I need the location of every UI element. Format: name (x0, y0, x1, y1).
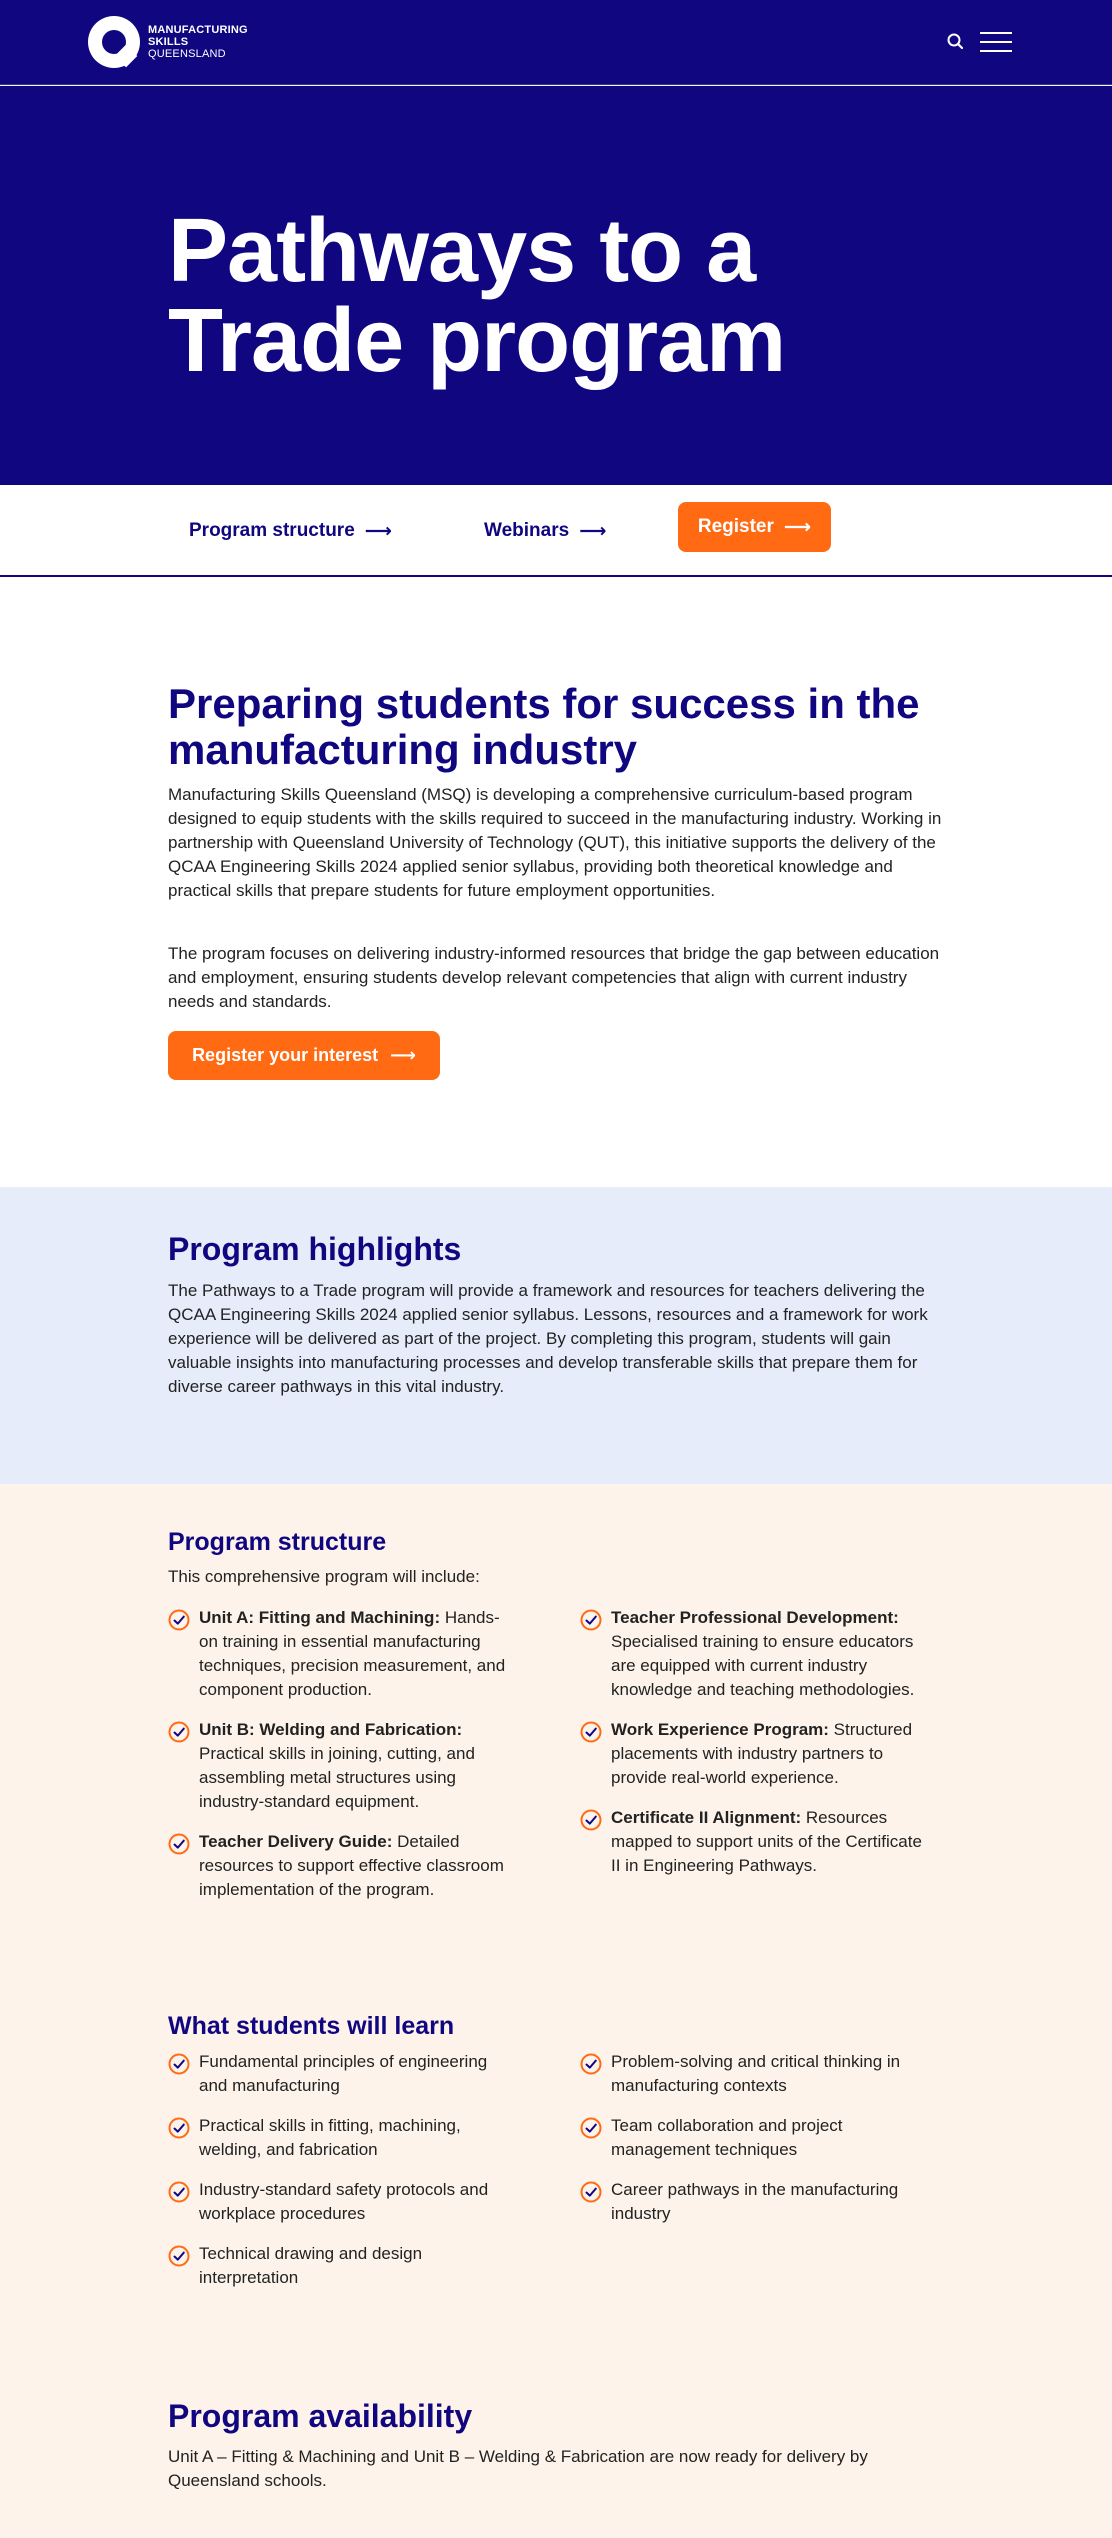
check-circle-icon (580, 1609, 602, 1631)
subnav-register-label: Register (697, 516, 774, 537)
arrow-right-icon: ⟶ (364, 520, 393, 542)
learn-item-text: Industry-standard safety protocols and workplace procedures (199, 2180, 489, 2223)
structure-item (168, 1606, 518, 1702)
highlights-section (0, 1187, 1112, 1484)
logo-q-icon (88, 16, 140, 68)
check-circle-icon (580, 1809, 602, 1831)
search-button[interactable] (944, 30, 968, 54)
logo-line-1: MANUFACTURING (148, 24, 248, 36)
check-circle-icon (580, 2181, 602, 2203)
structure-item-title: Teacher Delivery Guide: (199, 1832, 393, 1851)
structure-item-title: Work Experience Program: (611, 1720, 829, 1739)
page-title-line-2: Trade program (168, 291, 786, 391)
check-circle-icon (580, 2117, 602, 2139)
highlights-heading: Program highlights (168, 1231, 462, 1267)
highlights-body: The Pathways to a Trade program will provide a framework and resources for teachers delivering the QCAA Engineering Skills 2024 applied senior syllabus. Lessons, resources and a framework for work experience will be delivered as part of the project. By completing this program, students will gain valuable insights into manufacturing processes and develop transferable skills that prepare them for diverse career pathways in this vital industry. (168, 1281, 928, 1396)
subnav-program-structure-link[interactable] (189, 485, 392, 577)
structure-lead: This comprehensive program will include: (168, 1567, 480, 1586)
subnav-program-structure-label: Program structure (189, 520, 355, 541)
msq-logo[interactable] (88, 16, 248, 68)
learn-item-text: Career pathways in the manufacturing industry (611, 2180, 899, 2223)
learn-heading: What students will learn (168, 2012, 455, 2040)
check-circle-icon (168, 2053, 190, 2075)
structure-item-title: Certificate II Alignment: (611, 1808, 802, 1827)
check-circle-icon (168, 2117, 190, 2139)
subnav-webinars-link[interactable] (484, 485, 606, 577)
check-circle-icon (168, 1833, 190, 1855)
page-title (168, 201, 868, 391)
check-circle-icon (580, 1721, 602, 1743)
logo-line-3: QUEENSLAND (148, 48, 226, 60)
structure-item-text: Detailed resources to support effective classroom implementation of the program. (199, 1832, 504, 1899)
structure-item (580, 1806, 930, 1878)
check-circle-icon (168, 2181, 190, 2203)
check-circle-icon (168, 1609, 190, 1631)
structure-item-text: Specialised training to ensure educators are equipped with current industry knowledge and teaching methodologies. (611, 1632, 915, 1699)
learn-item (168, 2242, 518, 2290)
check-circle-icon (580, 2053, 602, 2075)
learn-item-text: Team collaboration and project management techniques (611, 2116, 843, 2159)
page-title-line-1: Pathways to a (168, 201, 756, 301)
intro-paragraph-2: The program focuses on delivering industry-informed resources that bridge the gap between education and employment, ensuring students develop relevant competencies that align with current industry needs and standards. (168, 944, 940, 1011)
learn-item (168, 2114, 518, 2162)
learn-item-text: Technical drawing and design interpretation (199, 2244, 423, 2287)
page-subnav (0, 485, 1112, 577)
subnav-webinars-label: Webinars (484, 520, 570, 541)
structure-item-text: Resources mapped to support units of the Certificate II in Engineering Pathways. (611, 1808, 922, 1875)
structure-item-title: Unit B: Welding and Fabrication: (199, 1720, 463, 1739)
structure-heading: Program structure (168, 1528, 387, 1556)
check-circle-icon (168, 2245, 190, 2267)
intro-paragraph-1: Manufacturing Skills Queensland (MSQ) is developing a comprehensive curriculum-based program designed to equip students with the skills required to succeed in the manufacturing industry. Working in partnership with Queensland University of Technology (QUT), this initiative supports the delivery of the QCAA Engineering Skills 2024 applied senior syllabus, providing both theoretical knowledge and practical skills that prepare students for future employment opportunities. (168, 785, 942, 900)
structure-item-text: Practical skills in joining, cutting, and assembling metal structures using industry-standard equipment. (199, 1744, 475, 1811)
intro-heading: Preparing students for success in the manufacturing industry (168, 680, 920, 773)
structure-item (580, 1718, 930, 1790)
arrow-right-icon: ⟶ (783, 516, 812, 538)
site-header (0, 0, 1112, 85)
logo-line-2: SKILLS (148, 36, 189, 48)
structure-item (580, 1606, 930, 1702)
intro-section (0, 577, 1112, 1187)
structure-item-title: Teacher Professional Development: (611, 1608, 899, 1627)
learn-item-text: Problem-solving and critical thinking in manufacturing contexts (611, 2052, 901, 2095)
availability-heading: Program availability (168, 2398, 473, 2434)
subnav-register-button[interactable] (678, 502, 831, 552)
structure-item (168, 1830, 518, 1902)
learn-item (168, 2178, 518, 2226)
structure-item-title: Unit A: Fitting and Machining: (199, 1608, 441, 1627)
logo-text (148, 24, 248, 60)
structure-item (168, 1718, 518, 1814)
learn-item (580, 2178, 930, 2226)
check-circle-icon (168, 1721, 190, 1743)
hero-banner (0, 86, 1112, 485)
hamburger-menu-icon[interactable] (980, 30, 1012, 54)
availability-body: Unit A – Fitting & Machining and Unit B – Welding & Fabrication are now ready for delivery by Queensland schools. (168, 2447, 868, 2490)
structure-item-text: Hands-on training in essential manufacturing techniques, precision measurement, and component production. (199, 1608, 506, 1699)
search-icon (944, 30, 968, 54)
learn-item (580, 2050, 930, 2098)
arrow-right-icon: ⟶ (579, 520, 607, 542)
learn-item-text: Fundamental principles of engineering and manufacturing (199, 2052, 488, 2095)
learn-item (168, 2050, 518, 2098)
learn-item (580, 2114, 930, 2162)
arrow-right-icon: ⟶ (390, 1045, 416, 1065)
register-interest-button[interactable] (168, 1031, 440, 1080)
learn-item-text: Practical skills in fitting, machining, welding, and fabrication (199, 2116, 461, 2159)
structure-item-text: Structured placements with industry partners to provide real-world experience. (611, 1720, 913, 1787)
register-interest-label: Register your interest (192, 1045, 379, 1065)
